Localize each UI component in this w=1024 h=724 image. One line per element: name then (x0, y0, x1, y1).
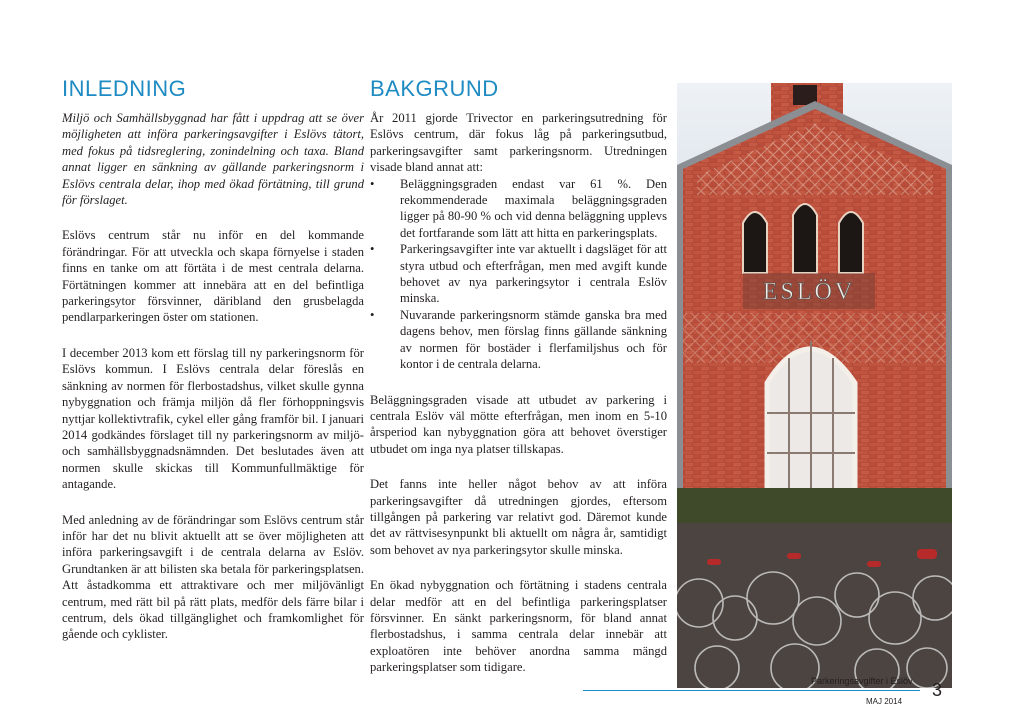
background-lead-paragraph: År 2011 gjorde Trivector en parkeringsutredning för Eslövs centrum, där fokus låg på parkeringsutbud, parkeringsavgifter samt parkeringsnorm. Utredningen visade bland annat att: (370, 111, 667, 175)
introduction-column (62, 76, 364, 662)
background-heading: BAKGRUND (370, 76, 499, 101)
station-sign-text: ESLÖV (762, 279, 856, 305)
background-bullet-item: • Nuvarande parkeringsnorm stämde ganska bra med dagens behov, men förslag finns gällande sänkning av normen för bostäder i flerfamiljshus och för kontor i de centrala delarna. (370, 307, 667, 373)
background-bullet-item: • Parkeringsavgifter inte var aktuellt i dagsläget för att styra utbud och efterfrågan, men med avgift kunde behovet av nya parkeringsytor i centrala Eslöv minska. (370, 241, 667, 307)
background-paragraph: Det fanns inte heller något behov av att införa parkeringsavgifter då utredningen gjordes, eftersom tillgången på parkering var relativt god. Däremot kunde det av rättvisesynpunkt bli aktuellt om några år, samtidigt som behovet av nya parkeringsytor skulle minska. (370, 477, 667, 557)
hedge (677, 488, 952, 528)
introduction-paragraph: Eslövs centrum står nu inför en del kommande förändringar. För att utveckla och skapa förnyelse i staden finns en tanke om att förtäta i de mest centrala delarna. Förtätningen kommer att innebära att en del befintliga parkeringsytor försvinner, däribland den grusbelagda pendlarparkeringen öster om stationen. (62, 228, 364, 325)
footer-rule (583, 690, 920, 691)
station-building-photo (677, 83, 952, 688)
bicycle-rack (677, 523, 952, 688)
introduction-intro-paragraph: Miljö och Samhällsbyggnad har fått i uppdrag att se över möjligheten att införa parkeringsavgifter i Eslövs tätort, med fokus på tidsreglering, zonindelning och taxa. Bland annat ligger en sänkning av gällande parkeringsnorm i Eslövs centrala delar, ihop med ökad förtätning, till grund för förslaget. (62, 111, 364, 208)
page-number: 3 (932, 680, 943, 700)
background-paragraph: En ökad nybyggnation och förtätning i stadens centrala delar medför att en del befintliga parkeringsplatser försvinner. En sänkt parkeringsnorm, för bland annat flerbostadshus, i samma centrala delar innebär att exploatören inte behöver anordna samma mängd parkeringsplatser som tidigare. (370, 578, 667, 675)
footer-document-title: Parkeringsavgifter i Eslöv (811, 676, 913, 686)
station-building-illustration (677, 83, 952, 688)
background-paragraph: Beläggningsgraden visade att utbudet av parkering i centrala Eslöv väl mötte efterfrågan, men inom en 5-10 årsperiod kan nybyggnation göra att behovet överstiger utbudet om inga nya platser tillskapas. (370, 392, 667, 456)
introduction-paragraph: I december 2013 kom ett förslag till ny parkeringsnorm för Eslövs kommun. I Eslövs centrala delar föreslås en sänkning av normen för flerbostadshus, vilket skulle gynna nybyggnation och främja miljön då fler förhoppningsvis nyttjar kollektivtrafik, cykel eller gång framför bil. I januari 2014 godkändes förslaget till ny parkeringsnorm av miljö- och samhällsbyggnadsnämnden. Det beslutades även att normen skulle skickas till Kommunfullmäktige för antagande. (62, 345, 364, 492)
background-column (370, 76, 667, 695)
arched-windows (743, 204, 863, 273)
background-bullet-item: • Beläggningsgraden endast var 61 %. Den rekommenderade maximala beläggningsgraden ligger på 80-90 % och vid denna beläggning upplevs det fortfarande som lätt att hitta en parkeringsplats. (370, 176, 667, 242)
introduction-paragraph: Med anledning av de förändringar som Eslövs centrum står inför har det nu blivit aktuellt att se över möjligheten att införa parkeringsavgift i de centrala delarna av Eslöv. Grundtanken är att bilisten ska betala för parkeringsplatsen. Att åstadkomma ett attraktivare och mer miljövänligt centrum, med rätt bil på rätt plats, medför dels färre bilar i centrum, dels ökad tillgänglighet och framkomlighet för gående och cyklister. (62, 512, 364, 642)
introduction-heading: INLEDNING (62, 76, 187, 101)
footer-date: MAJ 2014 (866, 697, 903, 706)
